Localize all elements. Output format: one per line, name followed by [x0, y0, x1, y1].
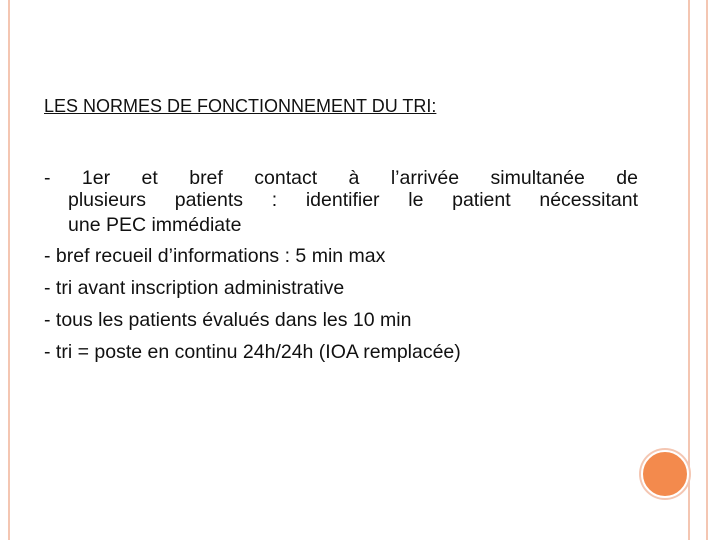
- slide-frame-inner-line: [688, 0, 690, 540]
- word: bref: [189, 167, 223, 189]
- word: 1er: [81, 167, 111, 189]
- decorative-circle: [641, 450, 689, 498]
- bullet-5: - tri = poste en continu 24h/24h (IOA remplacée): [44, 341, 461, 363]
- word: contact: [254, 167, 318, 189]
- word: de: [616, 167, 638, 189]
- bullet-1-line-2: plusieurs patients : identifier le patient nécessitant: [68, 189, 638, 211]
- word: l’arrivée: [390, 167, 460, 189]
- bullet-1-line-3: une PEC immédiate: [68, 214, 242, 236]
- bullet-4: - tous les patients évalués dans les 10 min: [44, 309, 412, 331]
- slide-title: LES NORMES DE FONCTIONNEMENT DU TRI:: [44, 96, 437, 116]
- word: simultanée: [490, 167, 585, 189]
- bullet-2: - bref recueil d’informations : 5 min max: [44, 245, 386, 267]
- slide-body: [44, 162, 638, 368]
- word: -: [44, 167, 51, 189]
- word: à: [348, 167, 360, 189]
- bullet-3: - tri avant inscription administrative: [44, 277, 345, 299]
- word: et: [141, 167, 158, 189]
